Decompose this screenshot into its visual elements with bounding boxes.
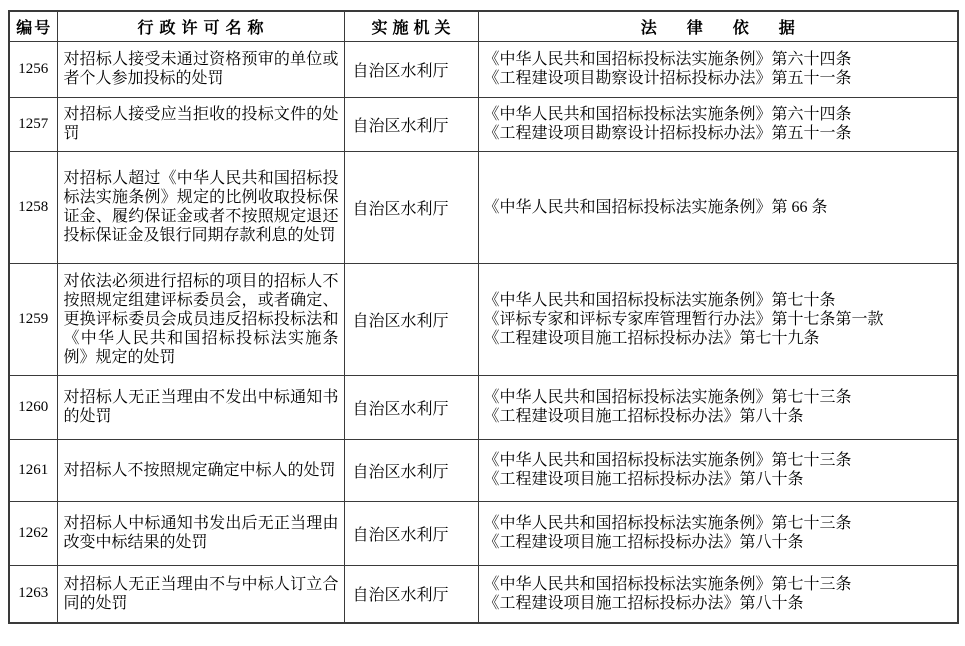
legal-basis [478, 501, 958, 565]
header-id [9, 11, 57, 41]
implementing-agency: 自治区水利厅 [344, 41, 478, 97]
legal-basis [478, 439, 958, 501]
legal-basis [478, 565, 958, 623]
row-id: 1257 [9, 97, 57, 151]
row-id: 1261 [9, 439, 57, 501]
license-name: 对招标人中标通知书发出后无正当理由改变中标结果的处罚 [57, 501, 344, 565]
implementing-agency: 自治区水利厅 [344, 501, 478, 565]
license-name: 对招标人接受应当拒收的投标文件的处罚 [57, 97, 344, 151]
legal-basis-line: 《工程建设项目施工招标投标办法》第七十九条 [483, 329, 820, 347]
license-name: 对招标人无正当理由不发出中标通知书的处罚 [57, 375, 344, 439]
header-id-label: 编号 [16, 19, 53, 37]
header-legal-basis-label: 法律依据 [640, 19, 825, 37]
table-body [9, 41, 958, 623]
header-license-name-label: 行政许可名称 [137, 19, 270, 37]
legal-basis-line: 《评标专家和评标专家库管理暂行办法》第十七条第一款 [483, 310, 884, 328]
legal-basis-line: 《中华人民共和国招标投标法实施条例》第六十四条 [483, 106, 852, 123]
table-row [9, 439, 958, 501]
header-agency [344, 11, 478, 41]
implementing-agency: 自治区水利厅 [344, 375, 478, 439]
legal-basis-line: 《工程建设项目施工招标投标办法》第八十条 [483, 594, 804, 612]
legal-basis-line: 《工程建设项目勘察设计招标投标办法》第五十一条 [483, 125, 852, 142]
license-name: 对依法必须进行招标的项目的招标人不按照规定组建评标委员会，或者确定、更换评标委员会成员违反招标投标法和《中华人民共和国招标投标法实施条例》规定的处罚 [57, 263, 344, 375]
table-row [9, 263, 958, 375]
legal-basis-line: 《中华人民共和国招标投标法实施条例》第七十三条 [483, 389, 852, 406]
legal-basis-line: 《工程建设项目施工招标投标办法》第八十条 [483, 408, 804, 425]
legal-basis [478, 151, 958, 263]
implementing-agency: 自治区水利厅 [344, 263, 478, 375]
row-id: 1256 [9, 41, 57, 97]
row-id: 1259 [9, 263, 57, 375]
legal-basis [478, 263, 958, 375]
legal-basis-line: 《中华人民共和国招标投标法实施条例》第七十三条 [483, 575, 852, 593]
row-id: 1260 [9, 375, 57, 439]
legal-basis-line: 《中华人民共和国招标投标法实施条例》第七十三条 [483, 515, 852, 532]
table-row [9, 97, 958, 151]
row-id: 1258 [9, 151, 57, 263]
license-name: 对招标人不按照规定确定中标人的处罚 [57, 439, 344, 501]
legal-basis [478, 41, 958, 97]
admin-license-table [8, 10, 959, 624]
table-header [9, 11, 958, 41]
legal-basis-line: 《中华人民共和国招标投标法实施条例》第 66 条 [483, 198, 828, 216]
table-row [9, 375, 958, 439]
header-legal-basis [478, 11, 958, 41]
header-row [9, 11, 958, 41]
legal-basis-line: 《工程建设项目施工招标投标办法》第八十条 [483, 534, 804, 551]
legal-basis-line: 《工程建设项目勘察设计招标投标办法》第五十一条 [483, 70, 852, 87]
legal-basis-line: 《工程建设项目施工招标投标办法》第八十条 [483, 471, 804, 488]
legal-basis-line: 《中华人民共和国招标投标法实施条例》第六十四条 [483, 51, 852, 68]
table-row [9, 41, 958, 97]
row-id: 1263 [9, 565, 57, 623]
legal-basis [478, 375, 958, 439]
license-name: 对招标人超过《中华人民共和国招标投标法实施条例》规定的比例收取投标保证金、履约保证金或者不按照规定退还投标保证金及银行同期存款利息的处罚 [57, 151, 344, 263]
implementing-agency: 自治区水利厅 [344, 97, 478, 151]
legal-basis-line: 《中华人民共和国招标投标法实施条例》第七十条 [483, 291, 836, 309]
header-license-name [57, 11, 344, 41]
implementing-agency: 自治区水利厅 [344, 565, 478, 623]
table-row [9, 501, 958, 565]
table-row [9, 151, 958, 263]
legal-basis-line: 《中华人民共和国招标投标法实施条例》第七十三条 [483, 452, 852, 469]
header-agency-label: 实施机关 [371, 19, 456, 37]
license-name: 对招标人无正当理由不与中标人订立合同的处罚 [57, 565, 344, 623]
legal-basis [478, 97, 958, 151]
implementing-agency: 自治区水利厅 [344, 439, 478, 501]
table-row [9, 565, 958, 623]
implementing-agency: 自治区水利厅 [344, 151, 478, 263]
row-id: 1262 [9, 501, 57, 565]
license-name: 对招标人接受未通过资格预审的单位或者个人参加投标的处罚 [57, 41, 344, 97]
document-page [0, 10, 965, 646]
